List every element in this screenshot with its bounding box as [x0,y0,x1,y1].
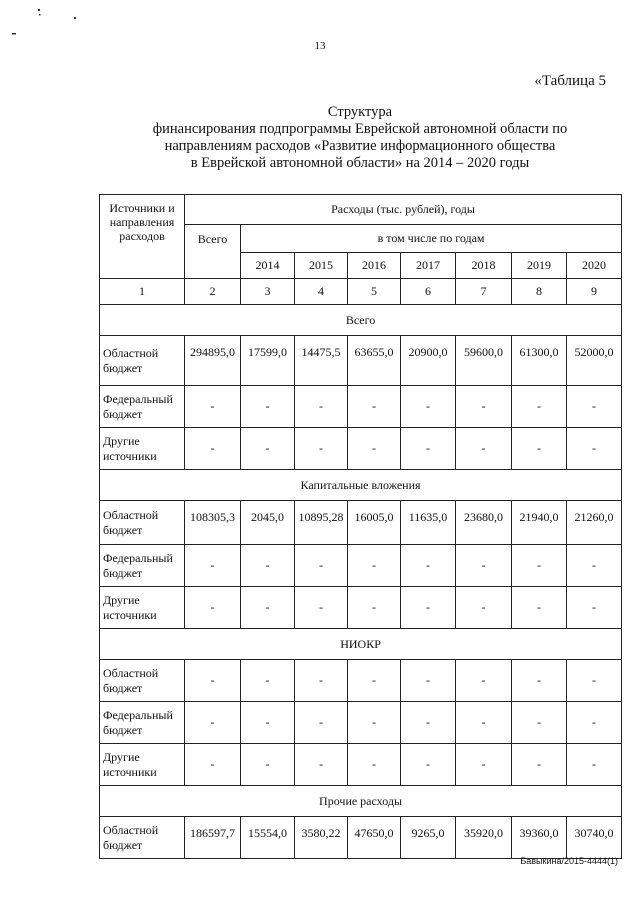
table-cell: 35920,0 [456,817,512,859]
row-label: Федеральный бюджет [100,702,185,744]
table-cell: 21260,0 [567,501,622,545]
table-row [100,660,622,702]
scan-specks [0,0,90,40]
table-row [100,702,622,744]
table-row [100,545,622,587]
table-cell: 20900,0 [401,336,456,386]
table-cell: - [567,587,622,629]
table-cell: - [348,702,401,744]
header-year: 2015 [295,253,348,279]
header-sources: Источники и направления расходов [100,195,185,279]
section-title: Всего [100,305,622,336]
row-label: Областной бюджет [100,336,185,386]
table-cell: - [348,545,401,587]
table-cell: - [295,660,348,702]
table-cell: 9265,0 [401,817,456,859]
column-number: 6 [401,279,456,305]
column-number: 1 [100,279,185,305]
table-cell: - [241,545,295,587]
table-cell: - [241,660,295,702]
table-cell: - [348,587,401,629]
document-title [120,104,600,172]
table-cell: - [401,702,456,744]
table-cell: - [456,428,512,470]
header-total: Всего [185,225,241,279]
table-cell: 21940,0 [512,501,567,545]
row-label: Другие источники [100,744,185,786]
table-cell: 52000,0 [567,336,622,386]
table-cell: - [512,587,567,629]
table-cell: - [401,744,456,786]
table-cell: - [295,428,348,470]
page-number: 13 [314,40,326,52]
table-cell: 10895,28 [295,501,348,545]
section-row [100,629,622,660]
table-cell: - [567,545,622,587]
table-cell: - [512,744,567,786]
table-cell: - [295,386,348,428]
table-cell: - [401,386,456,428]
title-line: Структура [327,104,393,120]
table-cell: - [401,545,456,587]
table-cell: - [512,702,567,744]
table-caption: «Таблица 5 [534,73,606,89]
table-cell: - [241,744,295,786]
row-label: Другие источники [100,587,185,629]
table-cell: - [512,428,567,470]
table-cell: 30740,0 [567,817,622,859]
title-line: финансирования подпрограммы Еврейской автономной области по [152,121,568,137]
table-cell: 186597,7 [185,817,241,859]
table-cell: 15554,0 [241,817,295,859]
table-cell: - [512,545,567,587]
table-cell: - [567,428,622,470]
table-row [100,501,622,545]
row-label: Федеральный бюджет [100,545,185,587]
header-year: 2016 [348,253,401,279]
table-cell: - [185,428,241,470]
table-cell: - [241,428,295,470]
header-year: 2019 [512,253,567,279]
title-line: направлениям расходов «Развитие информационного общества [164,138,556,154]
table-row [100,817,622,859]
table-cell: - [567,702,622,744]
financing-table [99,194,622,859]
column-number: 7 [456,279,512,305]
header-year: 2020 [567,253,622,279]
table-cell: - [241,587,295,629]
table-cell: - [241,702,295,744]
column-number: 2 [185,279,241,305]
header-year: 2018 [456,253,512,279]
table-cell: 108305,3 [185,501,241,545]
section-row [100,470,622,501]
table-cell: 294895,0 [185,336,241,386]
table-cell: - [567,660,622,702]
table-cell: 16005,0 [348,501,401,545]
table-cell: - [456,545,512,587]
table-cell: - [348,744,401,786]
table-cell: - [456,660,512,702]
column-number: 4 [295,279,348,305]
table-cell: - [295,744,348,786]
table-cell: 23680,0 [456,501,512,545]
column-number: 9 [567,279,622,305]
title-line: в Еврейской автономной области» на 2014 – 2020 годы [190,155,530,171]
table-cell: - [185,587,241,629]
footer-code: Бавыкина/2015-4444(1) [520,856,618,866]
table-cell: - [185,744,241,786]
row-label: Другие источники [100,428,185,470]
section-row [100,786,622,817]
table-cell: - [456,744,512,786]
table-cell: 3580,22 [295,817,348,859]
column-number: 3 [241,279,295,305]
section-title: Прочие расходы [100,786,622,817]
table-cell: - [456,702,512,744]
table-cell: 11635,0 [401,501,456,545]
table-cell: 61300,0 [512,336,567,386]
section-row [100,305,622,336]
table-cell: 17599,0 [241,336,295,386]
section-title: НИОКР [100,629,622,660]
table-cell: - [456,587,512,629]
table-cell: 59600,0 [456,336,512,386]
row-label: Областной бюджет [100,660,185,702]
table-cell: - [401,428,456,470]
table-cell: - [185,545,241,587]
table-row [100,386,622,428]
table-cell: - [456,386,512,428]
table-cell: 2045,0 [241,501,295,545]
table-cell: - [185,660,241,702]
table-cell: - [567,744,622,786]
table-cell: - [512,660,567,702]
table-cell: - [185,702,241,744]
table-cell: - [241,386,295,428]
table-row [100,336,622,386]
header-expenses: Расходы (тыс. рублей), годы [185,195,622,225]
table-cell: - [567,386,622,428]
header-by-years: в том числе по годам [241,225,622,253]
table-cell: 14475,5 [295,336,348,386]
table-cell: - [348,428,401,470]
table-cell: - [348,660,401,702]
table-cell: - [295,587,348,629]
table-cell: - [401,660,456,702]
table-cell: 63655,0 [348,336,401,386]
row-label: Федеральный бюджет [100,386,185,428]
column-number: 5 [348,279,401,305]
table-cell: - [295,545,348,587]
header-year: 2014 [241,253,295,279]
table-row [100,744,622,786]
table-row [100,428,622,470]
table-cell: 39360,0 [512,817,567,859]
column-number: 8 [512,279,567,305]
header-year: 2017 [401,253,456,279]
table-cell: - [401,587,456,629]
table-cell: 47650,0 [348,817,401,859]
row-label: Областной бюджет [100,817,185,859]
table-cell: - [295,702,348,744]
table-cell: - [512,386,567,428]
table-row [100,587,622,629]
table-cell: - [348,386,401,428]
section-title: Капитальные вложения [100,470,622,501]
row-label: Областной бюджет [100,501,185,545]
table-cell: - [185,386,241,428]
